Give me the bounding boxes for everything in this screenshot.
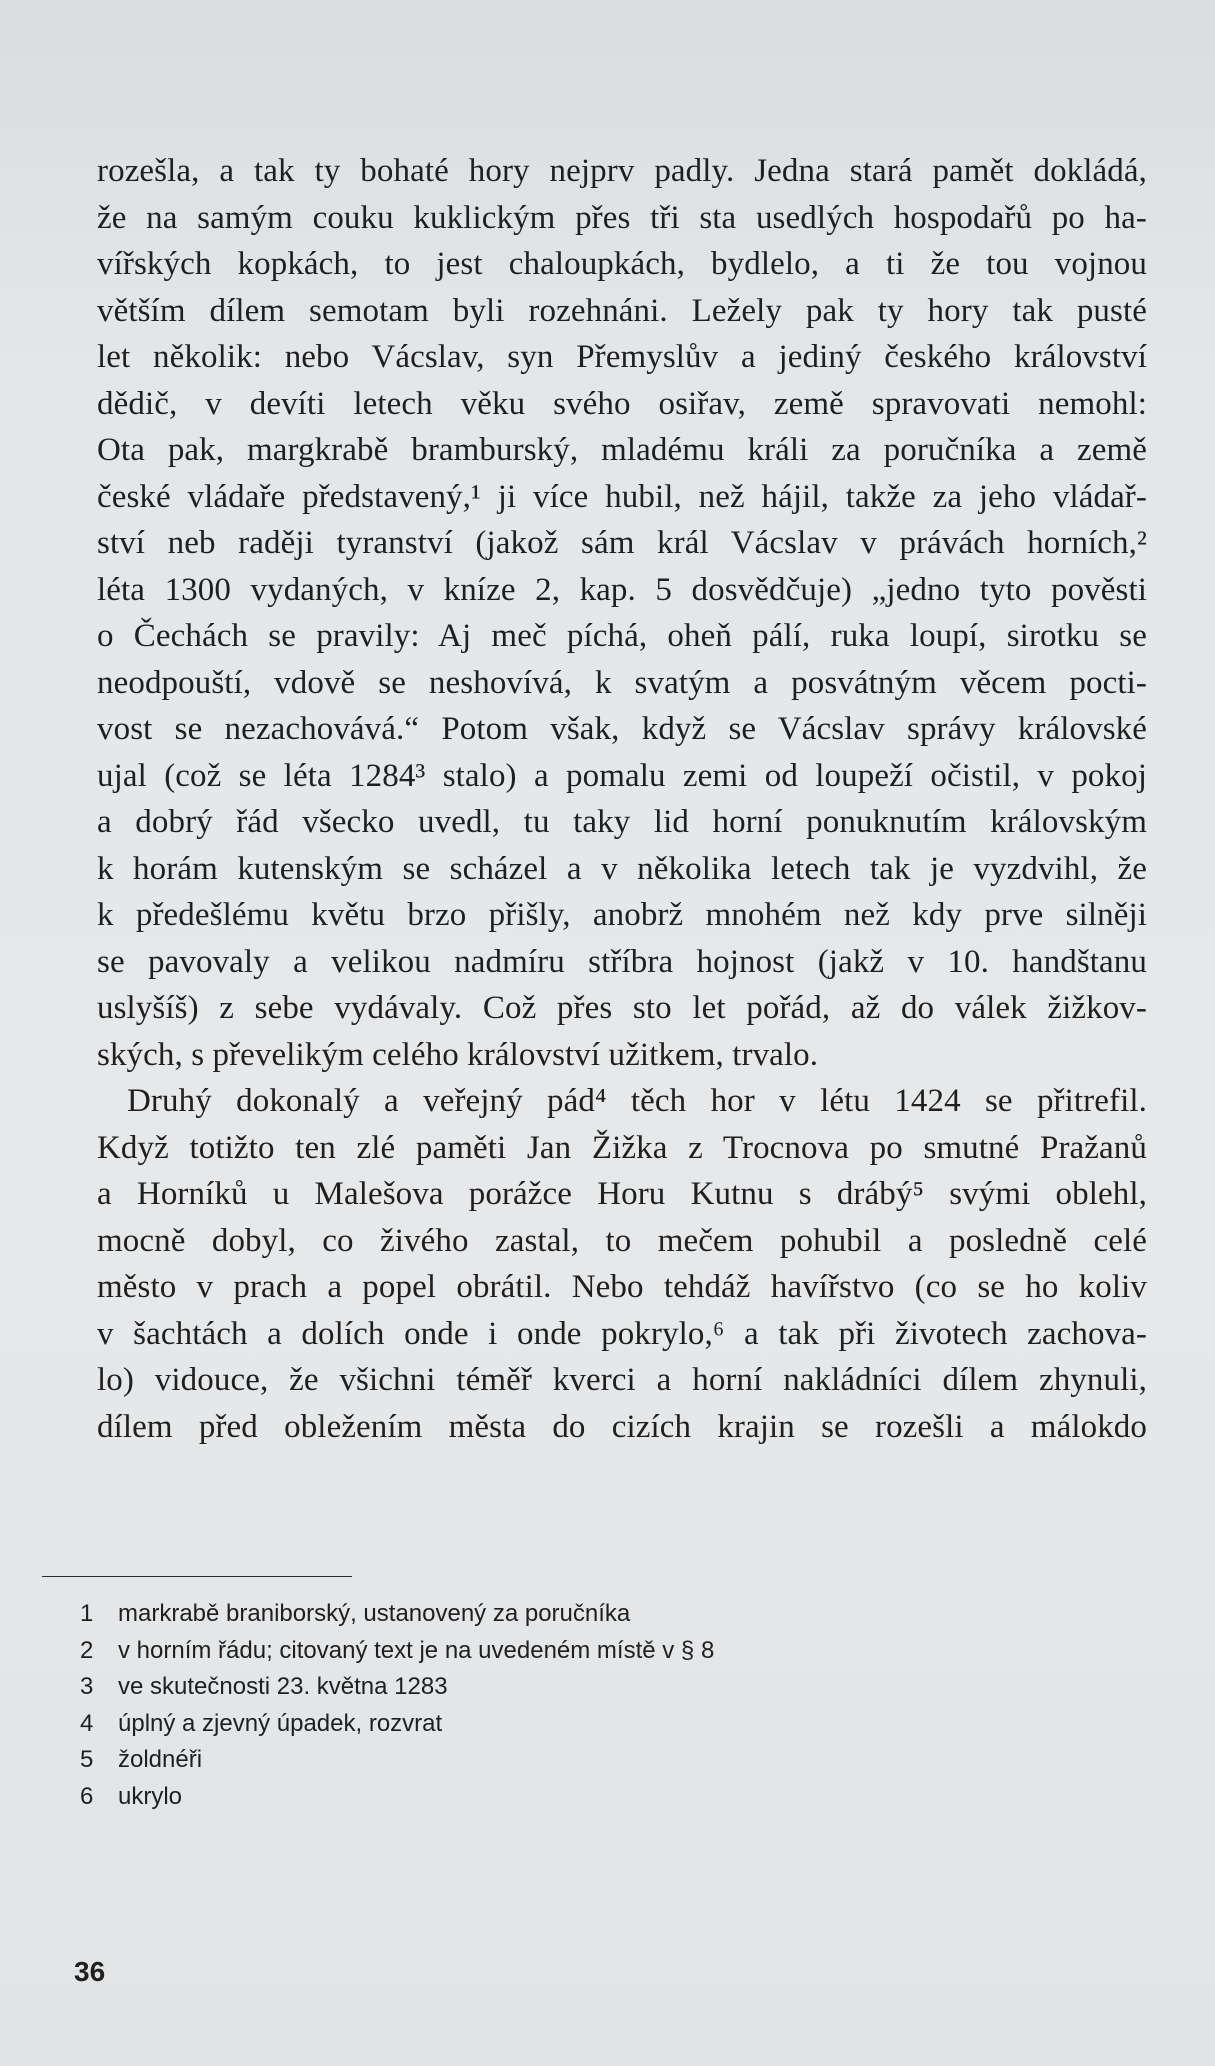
footnote-text: ukrylo [118, 1782, 183, 1810]
footnote [80, 1779, 880, 1816]
text-line: a Horníků u Malešova porážce Horu Kutnu s drábý⁵ svými oblehl, [97, 1176, 1147, 1212]
footnote-number: 1 [80, 1600, 94, 1627]
text-line: k předešlému květu brzo přišly, anobrž mnohém než kdy prve silněji [97, 897, 1147, 933]
footnote-separator [42, 1576, 352, 1577]
text-line: a dobrý řád všecko uvedl, tu taky lid horní ponuknutím královským [97, 804, 1147, 840]
footnotes [80, 1596, 880, 1815]
text-line: ujal (což se léta 1284³ stalo) a pomalu zemi od loupeží očistil, v pokoj [97, 757, 1147, 794]
text-line: Ota pak, margkrabě bramburský, mladému králi za poručníka a země [97, 432, 1147, 468]
footnote-text: žoldnéři [118, 1746, 203, 1773]
body-text [97, 148, 1147, 1450]
footnote-text: ve skutečnosti 23. května 1283 [118, 1673, 448, 1700]
footnote [80, 1633, 880, 1670]
text-line: dědič, v devíti letech věku svého osiřav, země spravovati nemohl: [97, 385, 1147, 422]
text-line: vost se nezachovává.“ Potom však, když se Vácslav správy královské [97, 711, 1147, 747]
text-line: ství neb raději tyranství (jakož sám král Vácslav v právách horních,² [97, 525, 1147, 561]
text-line: k horám kutenským se scházel a v několika letech tak je vyzdvihl, že [97, 850, 1147, 887]
text-line: let několik: nebo Vácslav, syn Přemyslův a jediný českého království [97, 339, 1147, 375]
footnote [80, 1669, 880, 1706]
footnote-number: 4 [80, 1709, 94, 1737]
text-line: mocně dobyl, co živého zastal, to mečem pohubil a posledně celé [97, 1222, 1147, 1259]
text-line: české vládaře představený,¹ ji více hubil, než hájil, takže za jeho vládař- [97, 478, 1147, 515]
footnote-text: úplný a zjevný úpadek, rozvrat [118, 1709, 443, 1737]
text-line: léta 1300 vydaných, v kníze 2, kap. 5 dosvědčuje) „jedno tyto pověsti [97, 571, 1147, 608]
footnote-text: v horním řádu; citovaný text je na uvedeném místě v § 8 [118, 1636, 715, 1664]
footnote-number: 6 [80, 1782, 94, 1810]
text-line: lo) vidouce, že všichni téměř kverci a horní nakládníci dílem zhynuli, [97, 1362, 1147, 1398]
footnote-text: markrabě braniborský, ustanovený za poručníka [118, 1600, 631, 1627]
text-line: město v prach a popel obrátil. Nebo tehdáž havířstvo (co se ho koliv [97, 1269, 1147, 1305]
footnote [80, 1596, 880, 1633]
page-number: 36 [74, 1956, 106, 1987]
text-line: ských, s převelikým celého království užitkem, trvalo. [97, 1036, 819, 1073]
text-line: rozešla, a tak ty bohaté hory nejprv padly. Jedna stará pamět dokládá, [97, 153, 1147, 189]
text-line: Když totižto ten zlé paměti Jan Žižka z Trocnova po smutné Pražanů [97, 1129, 1147, 1166]
footnote-number: 2 [80, 1636, 94, 1664]
footnote [80, 1742, 880, 1779]
text-line: neodpouští, vdově se neshovívá, k svatým a posvátným věcem pocti- [97, 664, 1147, 701]
text-line: o Čechách se pravily: Aj meč píchá, oheň pálí, ruka loupí, sirotku se [97, 618, 1147, 654]
footnote-number: 5 [80, 1746, 94, 1773]
footnote-number: 3 [80, 1673, 94, 1700]
text-line: v šachtách a dolích onde i onde pokrylo,⁶ a tak při životech zachova- [97, 1315, 1147, 1352]
footnote [80, 1706, 880, 1743]
text-line: větším dílem semotam byli rozehnáni. Ležely pak ty hory tak pusté [97, 292, 1147, 329]
text-line: že na samým couku kuklickým přes tři sta usedlých hospodařů po ha- [97, 199, 1147, 236]
paragraph-first-line: Druhý dokonalý a veřejný pád⁴ těch hor v létu 1424 se přitrefil. [127, 1083, 1147, 1119]
text-line: uslyšíš) z sebe vydávaly. Což přes sto let pořád, až do válek žižkov- [97, 990, 1147, 1026]
text-line: se pavovaly a velikou nadmíru stříbra hojnost (jakž v 10. handštanu [97, 943, 1147, 980]
text-line: vířských kopkách, to jest chaloupkách, bydlelo, a ti že tou vojnou [97, 246, 1147, 282]
text-line: dílem před obležením města do cizích krajin se rozešli a málokdo [97, 1408, 1147, 1445]
